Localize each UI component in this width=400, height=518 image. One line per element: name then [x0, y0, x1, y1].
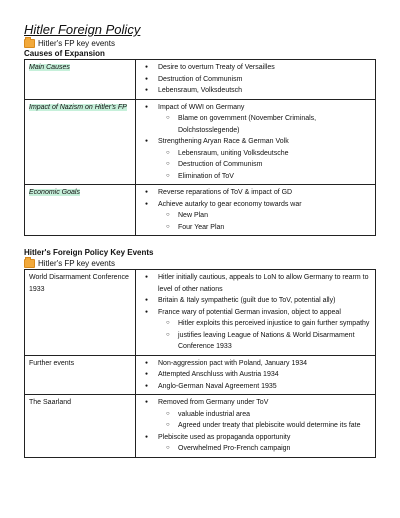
bullet-text: Desire to overturn Treaty of Versailles: [158, 64, 275, 71]
folder-icon: [24, 39, 35, 48]
row-label: Further events: [29, 359, 75, 367]
bullet-text: Strengthening Aryan Race & German Volk: [158, 138, 289, 145]
bullet-text: Lebensraum, Volksdeutsch: [158, 87, 243, 94]
row-label: Main Causes: [29, 64, 70, 71]
sub-bullet-list: [158, 318, 371, 353]
sub-bullet-item: ○ New Plan: [178, 210, 371, 222]
sub-bullet-item: ○ Hitler exploits this perceived injustice to gain further sympathy: [178, 318, 371, 330]
sub-bullet-item: ○ valuable industrial area: [178, 409, 371, 421]
row-label: World Disarmament Conference 1933: [29, 274, 129, 293]
bullet-item: [158, 358, 371, 370]
events-heading: Hitler's Foreign Policy Key Events: [24, 248, 154, 257]
bullet-text: Plebiscite used as propaganda opportunity: [158, 433, 291, 441]
bullet-item: [158, 307, 371, 353]
row-label-cell: [25, 60, 136, 100]
table-row: [25, 60, 376, 100]
row-label-cell: [25, 355, 136, 395]
bullet-text: Non-aggression pact with Poland, January 1934: [158, 359, 308, 367]
bullet-text: Anglo-German Naval Agreement 1935: [158, 382, 277, 390]
bullet-list: [140, 187, 371, 233]
bullet-text: Britain & Italy sympathetic (guilt due to ToV, potential ally): [158, 297, 336, 304]
bullet-text: Hitler initially cautious, appeals to LoN to allow Germany to rearm to level of other nations: [158, 274, 369, 293]
folder-icon: [24, 259, 35, 268]
row-content-cell: [136, 60, 376, 100]
fp-key-events-link-2[interactable]: [24, 258, 376, 269]
bullet-item: [158, 74, 371, 86]
table-row: [25, 185, 376, 236]
bullet-list: [140, 102, 371, 183]
link-label[interactable]: Hitler's FP key events: [38, 259, 115, 268]
bullet-text: Attempted Anschluss with Austria 1934: [158, 371, 279, 378]
bullet-text: France wary of potential German invasion, object to appeal: [158, 308, 341, 316]
table-row: [25, 270, 376, 356]
bullet-text: Impact of WWI on Germany: [158, 103, 245, 111]
row-label-cell: [25, 395, 136, 458]
bullet-item: [158, 199, 371, 234]
bullet-list: [140, 272, 371, 353]
row-content-cell: [136, 355, 376, 395]
bullet-text: Removed from Germany under ToV: [158, 399, 269, 406]
causes-table: [24, 59, 376, 236]
row-label-cell: [25, 270, 136, 356]
sub-bullet-list: [158, 113, 371, 136]
sub-bullet-item: ○ Destruction of Communism: [178, 159, 371, 171]
bullet-text: Reverse reparations of ToV & impact of GD: [158, 189, 293, 196]
sub-bullet-item: ○ justifies leaving League of Nations & World Disarmament Conference 1933: [178, 330, 371, 353]
page-title: Hitler Foreign Policy: [24, 22, 141, 37]
sub-bullet-item: ○ Overwhelmed Pro-French campaign: [178, 443, 371, 455]
bullet-list: [140, 358, 371, 393]
bullet-item: [158, 85, 371, 97]
row-label: Economic Goals: [29, 189, 80, 196]
row-content-cell: [136, 395, 376, 458]
fp-key-events-link[interactable]: [24, 38, 376, 49]
bullet-item: [158, 295, 371, 307]
link-label[interactable]: Hitler's FP key events: [38, 39, 115, 48]
table-row: [25, 99, 376, 185]
bullet-text: Achieve autarky to gear economy towards war: [158, 200, 302, 208]
row-label-cell: [25, 99, 136, 185]
bullet-item: [158, 187, 371, 199]
sub-bullet-list: [158, 409, 371, 432]
bullet-list: [140, 62, 371, 97]
bullet-item: [158, 136, 371, 182]
row-label: Impact of Nazism on Hitler's FP: [29, 103, 127, 111]
row-label-cell: [25, 185, 136, 236]
bullet-list: [140, 397, 371, 455]
sub-bullet-list: [158, 148, 371, 183]
bullet-item: [158, 432, 371, 455]
sub-bullet-item: ○ Agreed under treaty that plebiscite would determine its fate: [178, 420, 371, 432]
events-table: [24, 269, 376, 458]
bullet-item: [158, 272, 371, 295]
bullet-text: Destruction of Communism: [158, 75, 243, 83]
causes-heading: Causes of Expansion: [24, 49, 105, 58]
row-label: The Saarland: [29, 399, 72, 406]
bullet-item: [158, 62, 371, 74]
bullet-item: [158, 397, 371, 432]
row-content-cell: [136, 99, 376, 185]
bullet-item: [158, 381, 371, 393]
row-content-cell: [136, 185, 376, 236]
bullet-item: [158, 369, 371, 381]
table-row: [25, 395, 376, 458]
row-content-cell: [136, 270, 376, 356]
sub-bullet-list: [158, 443, 371, 455]
bullet-item: [158, 102, 371, 137]
sub-bullet-list: [158, 210, 371, 233]
document-page: [24, 22, 376, 458]
sub-bullet-item: ○ Four Year Plan: [178, 222, 371, 234]
sub-bullet-item: ○ Elimination of ToV: [178, 171, 371, 183]
sub-bullet-item: ○ Lebensraum, uniting Volksdeutsche: [178, 148, 371, 160]
table-row: [25, 355, 376, 395]
sub-bullet-item: ○ Blame on government (November Criminals, Dolchstosslegende): [178, 113, 371, 136]
